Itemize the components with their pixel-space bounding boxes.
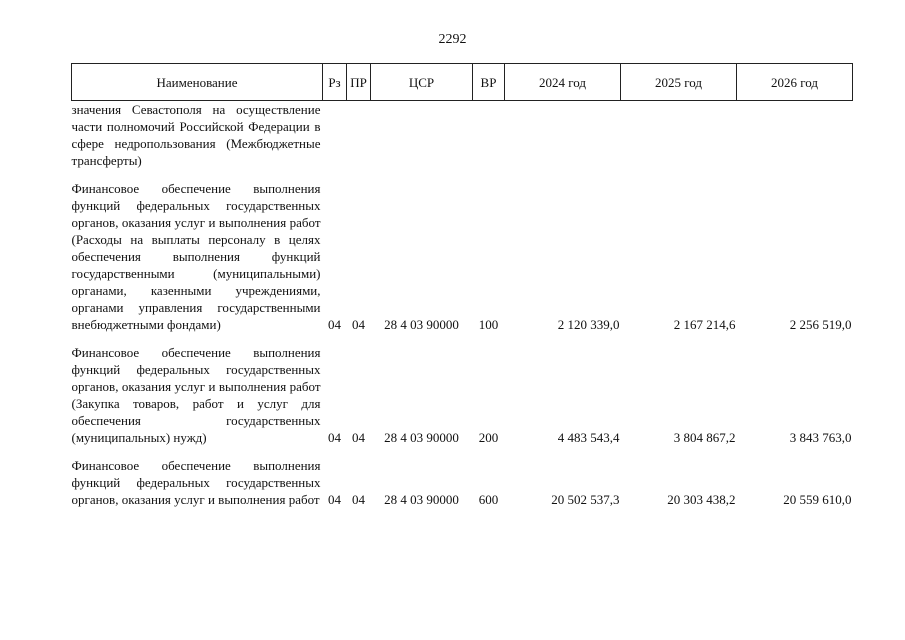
row-vr: 100 [478, 317, 499, 332]
table-row [72, 101, 853, 170]
row-rz [323, 101, 347, 170]
table-row [72, 169, 853, 333]
row-2025 [621, 101, 737, 170]
header-csr: ЦСР [371, 64, 473, 101]
row-csr [371, 101, 473, 170]
page-number: 2292 [438, 32, 467, 47]
table-row [72, 333, 853, 446]
row-vr [473, 101, 505, 170]
row-csr: 28 4 03 90000 [384, 492, 459, 507]
row-2024: 2 120 339,0 [557, 317, 620, 332]
row-csr: 28 4 03 90000 [384, 317, 459, 332]
row-2026: 2 256 519,0 [789, 317, 852, 332]
header-vr: ВР [473, 64, 505, 101]
row-name: Финансовое обеспечение выполнения функций федеральных государственных органов, оказания услуг и выполнения работ [71, 458, 321, 507]
row-pr: 04 [352, 492, 365, 507]
row-rz: 04 [328, 492, 341, 507]
row-pr: 04 [352, 430, 365, 445]
row-2024 [505, 101, 621, 170]
row-name: Финансовое обеспечение выполнения функций федеральных государственных органов, оказания услуг и выполнения работ (Закупка товаров, работ и услуг для обеспечения государственных (муниципальных) нужд) [71, 345, 321, 445]
row-rz: 04 [328, 317, 341, 332]
header-row [72, 64, 853, 101]
budget-table [71, 63, 853, 508]
row-vr: 600 [478, 492, 499, 507]
row-pr [347, 101, 371, 170]
header-2025: 2025 год [621, 64, 737, 101]
header-pr: ПР [347, 64, 371, 101]
row-2024: 20 502 537,3 [551, 492, 620, 507]
row-2026: 20 559 610,0 [783, 492, 852, 507]
row-2025: 3 804 867,2 [673, 430, 736, 445]
row-2026: 3 843 763,0 [789, 430, 852, 445]
header-2024: 2024 год [505, 64, 621, 101]
table-header [72, 64, 853, 101]
row-vr: 200 [478, 430, 499, 445]
row-pr: 04 [352, 317, 365, 332]
header-2026: 2026 год [737, 64, 853, 101]
row-2025: 2 167 214,6 [673, 317, 736, 332]
row-name: значения Севастополя на осуществление части полномочий Российской Федерации в сфере недропользования (Межбюджетные трансферты) [71, 102, 321, 168]
row-2026 [737, 101, 853, 170]
header-rz: Рз [323, 64, 347, 101]
row-rz: 04 [328, 430, 341, 445]
row-csr: 28 4 03 90000 [384, 430, 459, 445]
header-name: Наименование [72, 64, 323, 101]
row-name: Финансовое обеспечение выполнения функций федеральных государственных органов, оказания услуг и выполнения работ (Расходы на выплаты персоналу в целях обеспечения выполнения функций государственными (муниципальными) органами, казенными учреждениями, органами управления государственными внебюджетными фондами) [71, 181, 321, 332]
table-row [72, 446, 853, 508]
row-2024: 4 483 543,4 [557, 430, 620, 445]
row-2025: 20 303 438,2 [667, 492, 736, 507]
table-body [72, 101, 853, 509]
